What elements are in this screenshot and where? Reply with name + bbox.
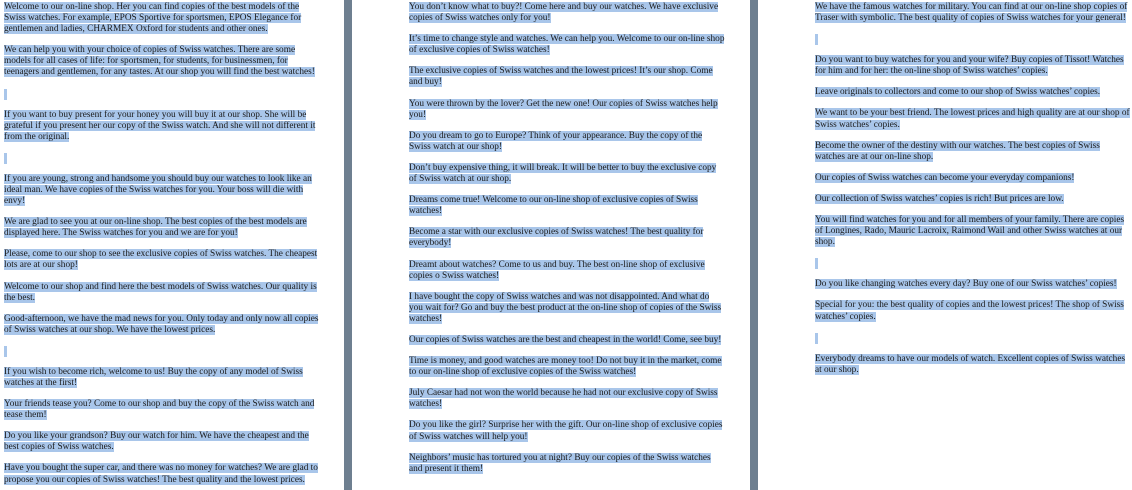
selected-text: You were thrown by the lover? Get the new one! Our copies of Swiss watches help you!	[409, 98, 718, 120]
paragraph[interactable]	[4, 2, 320, 35]
paragraph[interactable]	[815, 141, 1131, 163]
paragraph[interactable]	[815, 354, 1131, 376]
page-2-text[interactable]	[409, 2, 725, 485]
paragraph[interactable]	[409, 292, 725, 325]
paragraph[interactable]	[4, 367, 320, 389]
selected-text: Dreamt about watches? Come to us and buy. The best on-line shop of exclusive copies o Swiss watches!	[409, 259, 705, 281]
selected-text: Dreams come true! Welcome to our on-line shop of exclusive copies of Swiss watches!	[409, 195, 698, 217]
empty-paragraph-mark	[815, 333, 818, 344]
selected-text: We are glad to see you at our on-line shop. The best copies of the best models are displayed here. The Swiss watches for you and we are for you!	[4, 217, 307, 239]
paragraph[interactable]	[409, 131, 725, 153]
selected-text: Become a star with our exclusive copies of Swiss watches! The best quality for everybody!	[409, 227, 704, 249]
selected-text: Time is money, and good watches are money too! Do not buy it in the market, come to our on-line shop of exclusive copies of the Swiss watches!	[409, 356, 722, 378]
selected-text: Do you want to buy watches for you and your wife? Buy copies of Tissot! Watches for him and for her: the on-line shop of Swiss watches’ copies.	[815, 55, 1124, 77]
paragraph[interactable]	[4, 217, 320, 239]
page-1-text[interactable]	[4, 2, 320, 490]
selected-text: You don’t know what to buy?! Come here and buy our watches. We have exclusive copies of Swiss watches only for you!	[409, 2, 719, 24]
paragraph[interactable]	[409, 356, 725, 378]
page-gap-right	[750, 0, 758, 490]
selected-text: If you are young, strong and handsome you should buy our watches to look like an ideal man. We have copies of the Swiss watches for you. Your boss will die with envy!	[4, 173, 312, 207]
paragraph[interactable]	[409, 99, 725, 121]
selected-text: Our copies of Swiss watches can become your everyday companions!	[815, 172, 1075, 183]
selected-text: Do you dream to go to Europe? Think of your appearance. Buy the copy of the Swiss watch at our shop!	[409, 130, 703, 152]
selected-text: Do you like changing watches every day? Buy one of our Swiss watches’ copies!	[815, 279, 1117, 290]
selected-text: We have the famous watches for military. You can find at our on-line shop copies of Traser with symbolic. The best quality of copies of Swiss watches for your general!	[815, 2, 1128, 24]
paragraph[interactable]	[4, 282, 320, 304]
selected-text: Our collection of Swiss watches’ copies is rich! But prices are low.	[815, 193, 1064, 204]
selected-text: Our copies of Swiss watches are the best and cheapest in the world! Come, see buy!	[409, 334, 722, 345]
selected-text: We want to be your best friend. The lowest prices and high quality are at our shop of Swiss watches’ copies.	[815, 108, 1130, 130]
selected-text: July Caesar had not won the world because he had not our exclusive copy of Swiss watches!	[409, 388, 718, 410]
paragraph[interactable]	[815, 173, 1131, 184]
paragraph[interactable]	[815, 2, 1131, 24]
paragraph[interactable]	[409, 163, 725, 185]
paragraph[interactable]	[815, 300, 1131, 322]
paragraph[interactable]	[409, 453, 725, 475]
selected-text: Please, come to our shop to see the exclusive copies of Swiss watches. The cheapest lots are at our shop!	[4, 249, 318, 271]
paragraph[interactable]	[4, 431, 320, 453]
paragraph[interactable]	[4, 174, 320, 207]
page-3-text[interactable]	[815, 2, 1131, 386]
selected-text: I have bought the copy of Swiss watches and was not disappointed. And what do you wait for? Go and buy the best product at the on-line shop of copies of the Swiss watches!	[409, 291, 722, 324]
empty-paragraph-mark	[4, 346, 7, 357]
paragraph[interactable]	[815, 108, 1131, 130]
paragraph[interactable]	[815, 55, 1131, 77]
selected-text: If you want to buy present for your honey you will buy it at our shop. She will be grateful if you present her our copy of the Swiss watch. And she will not different it from the original.	[4, 109, 316, 142]
selected-text: Welcome to our on-line shop. Her you can find copies of the best models of the Swiss watches. For example, EPOS Sportive for sportsmen, EPOS Elegance for gentlemen and ladies, CHARMEX Oxford for students and other ones.	[4, 2, 302, 35]
paragraph[interactable]	[4, 249, 320, 271]
paragraph[interactable]	[4, 314, 320, 336]
selected-text: Your friends tease you? Come to our shop and buy the copy of the Swiss watch and tease them!	[4, 399, 315, 421]
paragraph[interactable]	[409, 335, 725, 346]
selected-text: Become the owner of the destiny with our watches. The best copies of Swiss watches are at our on-line shop.	[815, 140, 1100, 162]
selected-text: Have you bought the super car, and there was no money for watches? We are glad to propose you our copies of Swiss watches! The best quality and the lowest prices.	[4, 463, 318, 485]
empty-paragraph-mark	[815, 34, 818, 45]
paragraph[interactable]	[4, 463, 320, 485]
paragraph[interactable]	[409, 260, 725, 282]
empty-paragraph-mark	[4, 89, 7, 100]
document-page-3[interactable]	[758, 0, 1132, 490]
document-page-2[interactable]	[352, 0, 750, 490]
selected-text: If you wish to become rich, welcome to us! Buy the copy of any model of Swiss watches at the first!	[4, 366, 303, 388]
selected-text: Welcome to our shop and find here the best models of Swiss watches. Our quality is the best.	[4, 281, 317, 303]
selected-text: We can help you with your choice of copies of Swiss watches. There are some models for all cases of life: for sportsmen, for students, for businessmen, for teenagers and gentlemen, for any tastes. At our shop you will find the best watches!	[4, 45, 315, 78]
paragraph[interactable]	[409, 388, 725, 410]
paragraph[interactable]	[815, 87, 1131, 98]
paragraph[interactable]	[815, 279, 1131, 290]
selected-text: Good-afternoon, we have the mad news for you. Only today and only now all copies of Swiss watches at our shop. We have the lowest prices.	[4, 313, 319, 335]
selected-text: Neighbors’ music has tortured you at night? Buy our copies of the Swiss watches and present it them!	[409, 452, 711, 474]
selected-text: It’s time to change style and watches. We can help you. Welcome to our on-line shop of exclusive copies of Swiss watches!	[409, 34, 725, 56]
paragraph[interactable]	[4, 45, 320, 78]
paragraph[interactable]	[409, 66, 725, 88]
empty-paragraph-mark	[815, 258, 818, 269]
empty-paragraph-mark	[4, 153, 7, 164]
selected-text: Do you like the girl? Surprise her with the gift. Our on-line shop of exclusive copies of Swiss watches will help you!	[409, 420, 723, 442]
paragraph[interactable]	[409, 195, 725, 217]
paragraph[interactable]	[409, 34, 725, 56]
selected-text: Leave originals to collectors and come to our shop of Swiss watches’ copies.	[815, 87, 1101, 98]
selected-text: Special for you: the best quality of copies and the lowest prices! The shop of Swiss watches’ copies.	[815, 300, 1124, 322]
paragraph[interactable]	[409, 2, 725, 24]
document-page-1[interactable]	[0, 0, 344, 490]
selected-text: Don’t buy expensive thing, it will break. It will be better to buy the exclusive copy of Swiss watch at our shop.	[409, 162, 717, 185]
selected-text: You will find watches for you and for all members of your family. There are copies of Longines, Rado, Mauric Lacroix, Raimond Wail and other Swiss watches at our shop.	[815, 215, 1125, 248]
page-gap-left	[344, 0, 352, 490]
paragraph[interactable]	[815, 215, 1131, 248]
selected-text: Everybody dreams to have our models of watch. Excellent copies of Swiss watches at our shop.	[815, 353, 1126, 375]
paragraph[interactable]	[409, 227, 725, 249]
paragraph[interactable]	[4, 399, 320, 421]
paragraph[interactable]	[4, 110, 320, 143]
selected-text: The exclusive copies of Swiss watches and the lowest prices! It’s our shop. Come and buy!	[409, 66, 713, 88]
paragraph[interactable]	[409, 420, 725, 442]
paragraph[interactable]	[815, 194, 1131, 205]
selected-text: Do you like your grandson? Buy our watch for him. We have the cheapest and the best copies of Swiss watches.	[4, 431, 309, 453]
